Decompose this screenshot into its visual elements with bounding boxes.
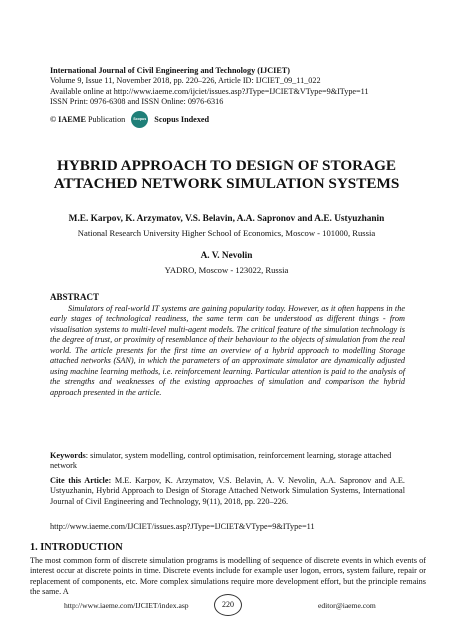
keywords-label: Keywords: [50, 451, 86, 460]
author-second: A. V. Nevolin: [200, 251, 253, 261]
scopus-logo-icon: Scopus: [131, 111, 148, 128]
journal-header: [50, 66, 410, 108]
citation: [50, 476, 405, 507]
cite-text: M.E. Karpov, K. Arzymatov, V.S. Belavin, A. V. Nevolin, A.A. Sapronov and A.E. Ustyuzhanin, Hybrid Approach to Design of Storage Attached Network Simulation Systems, International Journal of Civil Engineering and Technology, 9(11), 2018, pp. 220–226.: [50, 476, 405, 506]
cite-url-link[interactable]: http://www.iaeme.com/IJCIET/issues.asp?JType=IJCIET&VType=9&IType=11: [50, 522, 315, 531]
affiliation: National Research University Higher School of Economics, Moscow - 101000, Russia: [77, 228, 376, 238]
author-list: M.E. Karpov, K. Arzymatov, V.S. Belavin, A.A. Sapronov and A.E. Ustyuzhanin: [68, 214, 385, 224]
paper-title: HYBRID APPROACH TO DESIGN OF STORAGE ATTACHED NETWORK SIMULATION SYSTEMS: [53, 157, 400, 192]
keywords: [50, 451, 405, 472]
publication-label: Publication: [87, 114, 126, 124]
abstract-text: Simulators of real-world IT systems are gaining popularity today. However, as it often happens in the early stages of technological readiness, the same term can be understood as different things - from visualisation systems to multi-level multi-agent models. The critical feature of the simulation technology is the degree of trust, or proximity of resemblance of their behaviour to the objects of simulation from the real world. The article presents for the first time an overview of a hybrid approach to modelling Storage attached networks (SAN), in which the parameters of an approximate simulator are dynamically adjusted using machine learning methods, i.e. reinforcement learning. Particular attention is paid to the analysis of the strengths and weaknesses of the existing approaches of simulation and comparison the hybrid approach presented in the article.: [50, 304, 405, 397]
publisher-row: [50, 111, 209, 127]
issn-line: ISSN Print: 0976-6308 and ISSN Online: 0976-6316: [50, 97, 224, 107]
cite-label: Cite this Article:: [50, 476, 112, 485]
page-footer: [0, 594, 453, 616]
footer-url-link[interactable]: http://www.iaeme.com/IJCIET/index.asp: [64, 601, 189, 610]
footer-email-link[interactable]: editor@iaeme.com: [318, 601, 376, 610]
affiliation-second: YADRO, Moscow - 123022, Russia: [164, 265, 289, 275]
introduction-text: The most common form of discrete simulation programs is modelling of sequence of discrete events in which events of interest occur at discrete points in time. Discrete events include for example user logon, errors, system failure, repair or replacement of components, etc. More complex simulations require more development effort, but the principle remains the same. A: [30, 556, 426, 597]
abstract-heading: ABSTRACT: [50, 292, 100, 302]
keywords-text: : simulator, system modelling, control optimisation, reinforcement learning, storage attached network: [50, 451, 392, 471]
section-heading-introduction: 1. INTRODUCTION: [30, 542, 123, 553]
copyright-iaeme: © IAEME: [50, 114, 86, 124]
journal-name: International Journal of Civil Engineering and Technology (IJCIET): [50, 66, 290, 75]
page-number: 220: [214, 594, 242, 616]
scopus-indexed-label: Scopus Indexed: [154, 114, 210, 124]
availability-line: Available online at http://www.iaeme.com/ijciet/issues.asp?JType=IJCIET&VType=9&IType=11: [50, 86, 369, 96]
volume-info: Volume 9, Issue 11, November 2018, pp. 220–226, Article ID: IJCIET_09_11_022: [50, 76, 321, 86]
